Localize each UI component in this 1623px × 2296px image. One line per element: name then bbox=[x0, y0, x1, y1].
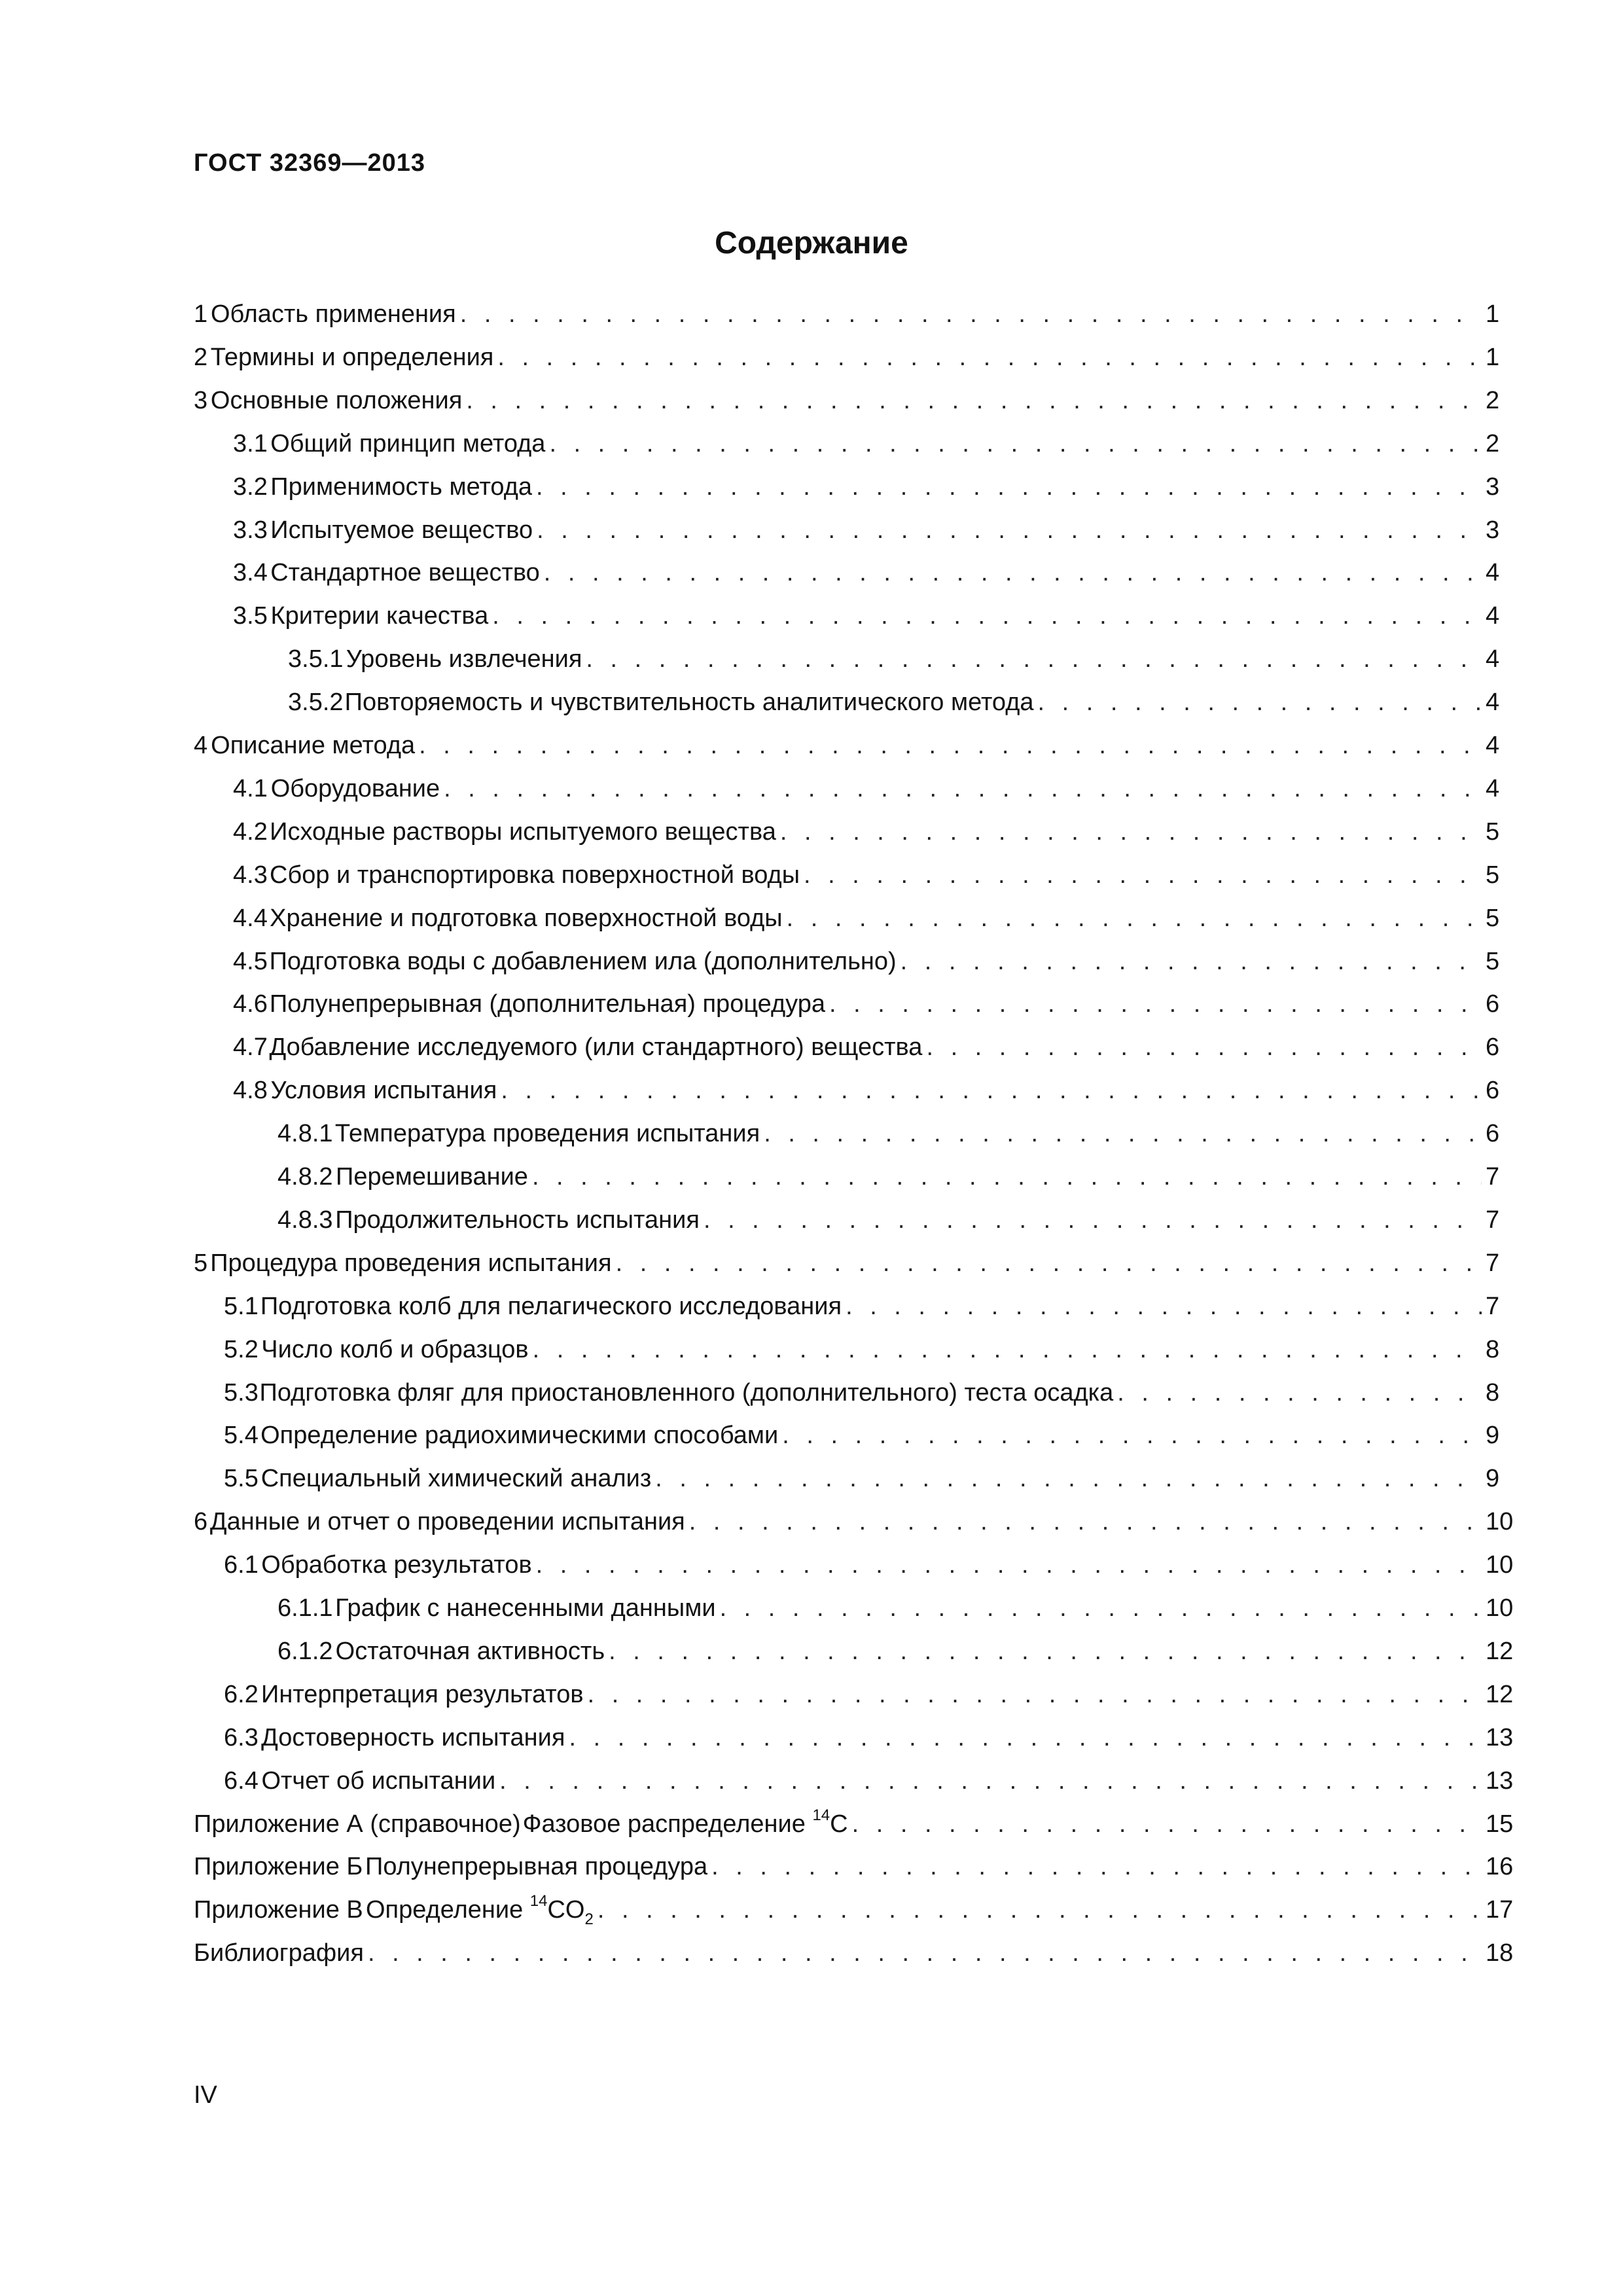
toc-leader-dots bbox=[588, 1676, 1482, 1713]
toc-entry-title bbox=[261, 1719, 565, 1756]
toc-entry-title-text: Данные и отчет о проведении испытания bbox=[209, 1508, 685, 1535]
toc-entry[interactable] bbox=[288, 684, 1500, 721]
toc-entry[interactable] bbox=[194, 1935, 1514, 1971]
toc-entry[interactable] bbox=[224, 1331, 1500, 1368]
toc-entry-title bbox=[210, 1245, 611, 1282]
toc-leader-dots bbox=[782, 1417, 1482, 1454]
toc-page-number: 12 bbox=[1486, 1681, 1514, 1708]
toc-leader-dots bbox=[597, 1892, 1482, 1928]
toc-entry[interactable] bbox=[233, 554, 1500, 591]
toc-entry-title-text: Описание метода bbox=[211, 732, 416, 759]
toc-entry[interactable] bbox=[224, 1288, 1500, 1325]
toc-entry[interactable] bbox=[233, 770, 1500, 807]
toc-entry-title-text: Процедура проведения испытания bbox=[210, 1249, 612, 1277]
chemical-symbol: CO bbox=[547, 1896, 585, 1924]
document-header: ГОСТ 32369—2013 bbox=[194, 149, 426, 177]
toc-entry-number: 4.3 bbox=[233, 861, 268, 889]
toc-entry[interactable] bbox=[233, 512, 1500, 548]
toc-entry-title-text: Повторяемость и чувствительность аналитического метода bbox=[344, 689, 1034, 716]
toc-entry-number: 5.3 bbox=[224, 1379, 259, 1407]
toc-entry-title-text: Обработка результатов bbox=[261, 1551, 532, 1579]
toc-entry[interactable] bbox=[194, 1503, 1514, 1540]
toc-entry-title bbox=[336, 1158, 528, 1195]
toc-entry-number: 2 bbox=[194, 344, 208, 371]
toc-entry-number: 3.2 bbox=[233, 473, 268, 501]
toc-leader-dots bbox=[616, 1245, 1482, 1282]
toc-entry-title-text: Сбор и транспортировка поверхностной воды bbox=[270, 861, 800, 889]
toc-entry[interactable] bbox=[233, 943, 1500, 980]
toc-entry-number: 4.8.2 bbox=[277, 1163, 333, 1191]
chemical-symbol: С bbox=[830, 1810, 848, 1838]
toc-leader-dots bbox=[804, 857, 1482, 893]
toc-entry-title-text: Основные положения bbox=[210, 387, 463, 414]
toc-entry-number: 3.3 bbox=[233, 516, 268, 544]
toc-entry-number: 4.8 bbox=[233, 1077, 268, 1104]
toc-entry-title bbox=[270, 943, 897, 980]
toc-entry-title-text: Достоверность испытания bbox=[261, 1724, 565, 1751]
toc-entry-number: 5.2 bbox=[224, 1336, 259, 1363]
toc-page-number: 4 bbox=[1486, 645, 1500, 673]
toc-entry[interactable] bbox=[224, 1763, 1514, 1799]
toc-entry[interactable] bbox=[277, 1115, 1500, 1152]
toc-entry-title-text: Фазовое распределение bbox=[522, 1810, 813, 1838]
toc-entry-number: 4.7 bbox=[233, 1033, 268, 1061]
toc-leader-dots bbox=[544, 554, 1482, 591]
toc-entry-title bbox=[270, 598, 488, 634]
toc-page-number: 4 bbox=[1486, 732, 1500, 759]
toc-entry-number: 4.5 bbox=[233, 948, 268, 975]
toc-entry-title bbox=[270, 425, 545, 462]
toc-entry[interactable] bbox=[233, 598, 1500, 634]
toc-entry-title bbox=[270, 1072, 497, 1109]
toc-page-number: 12 bbox=[1486, 1638, 1514, 1665]
toc-entry-number: 5.1 bbox=[224, 1293, 259, 1320]
toc-leader-dots bbox=[549, 425, 1482, 462]
toc-entry-number: 1 bbox=[194, 300, 208, 328]
toc-page-number: 4 bbox=[1486, 602, 1500, 630]
toc-entry-title-text: Специальный химический анализ bbox=[260, 1465, 652, 1492]
toc-entry-title bbox=[335, 1590, 715, 1626]
toc-entry[interactable] bbox=[194, 727, 1500, 764]
toc-entry-number: 5.5 bbox=[224, 1465, 259, 1492]
toc-leader-dots bbox=[532, 1158, 1482, 1195]
toc-entry[interactable] bbox=[277, 1158, 1500, 1195]
toc-leader-dots bbox=[846, 1288, 1482, 1325]
toc-entry[interactable] bbox=[233, 900, 1500, 937]
toc-entry-title bbox=[270, 900, 783, 937]
toc-entry-title-text: График с нанесенными данными bbox=[335, 1594, 716, 1622]
toc-entry-title-text: Применимость метода bbox=[270, 473, 533, 501]
toc-entry-title-text: Остаточная активность bbox=[335, 1638, 605, 1665]
toc-entry-title-text: Уровень извлечения bbox=[346, 645, 582, 673]
toc-leader-dots bbox=[537, 512, 1482, 548]
toc-page-number: 4 bbox=[1486, 689, 1500, 716]
toc-entry-title bbox=[270, 986, 825, 1022]
toc-leader-dots bbox=[689, 1503, 1482, 1540]
toc-entry-title-text: Термины и определения bbox=[210, 344, 494, 371]
toc-page-number: 5 bbox=[1486, 861, 1500, 889]
toc-entry-title bbox=[260, 1288, 842, 1325]
toc-entry[interactable] bbox=[233, 986, 1500, 1022]
toc-entry[interactable] bbox=[233, 1072, 1500, 1109]
toc-entry-title bbox=[270, 469, 532, 505]
toc-entry-number: 6 bbox=[194, 1508, 208, 1535]
toc-leader-dots bbox=[926, 1029, 1482, 1066]
toc-page-number: 1 bbox=[1486, 300, 1500, 328]
toc-entry-title-text: Подготовка фляг для приостановленного (дополнительного) теста осадка bbox=[259, 1379, 1114, 1407]
toc-entry-title bbox=[261, 1763, 495, 1799]
toc-entry-title bbox=[211, 382, 462, 419]
toc-page-number: 6 bbox=[1486, 1033, 1500, 1061]
toc-page-number: 7 bbox=[1486, 1163, 1500, 1191]
toc-entry[interactable] bbox=[233, 1029, 1500, 1066]
toc-entry[interactable] bbox=[194, 1806, 1514, 1842]
toc-page-number: 5 bbox=[1486, 818, 1500, 846]
toc-leader-dots bbox=[764, 1115, 1482, 1152]
toc-entry[interactable] bbox=[224, 1547, 1514, 1583]
toc-page-number: 5 bbox=[1486, 905, 1500, 932]
toc-entry-title bbox=[211, 339, 494, 376]
toc-entry-title bbox=[261, 1460, 652, 1497]
toc-page-number: 8 bbox=[1486, 1379, 1500, 1407]
toc-entry-title bbox=[336, 1633, 605, 1670]
toc-leader-dots bbox=[829, 986, 1482, 1022]
toc-page-number: 9 bbox=[1486, 1422, 1500, 1449]
toc-page-number: 13 bbox=[1486, 1724, 1514, 1751]
toc-leader-dots bbox=[720, 1590, 1482, 1626]
toc-entry-number: Приложение А (справочное) bbox=[194, 1810, 521, 1838]
toc-page-number: 10 bbox=[1486, 1594, 1514, 1622]
toc-entry-title-text: Стандартное вещество bbox=[270, 559, 540, 586]
toc-entry-title-text: Условия испытания bbox=[270, 1077, 497, 1104]
toc-leader-dots bbox=[704, 1202, 1482, 1238]
toc-entry-title-text: Общий принцип метода bbox=[270, 430, 546, 457]
toc-leader-dots bbox=[499, 1763, 1482, 1799]
toc-entry-title bbox=[260, 1374, 1114, 1411]
toc-entry-number: 3.5.2 bbox=[288, 689, 344, 716]
toc-entry[interactable] bbox=[224, 1374, 1500, 1411]
toc-page-number: 7 bbox=[1486, 1206, 1500, 1234]
toc-entry-title-text: Подготовка воды с добавлением ила (дополнительно) bbox=[269, 948, 897, 975]
toc-leader-dots bbox=[609, 1633, 1482, 1670]
toc-entry-number: 3 bbox=[194, 387, 208, 414]
toc-leader-dots bbox=[1038, 684, 1482, 721]
toc-leader-dots bbox=[497, 339, 1482, 376]
toc-entry[interactable] bbox=[233, 857, 1500, 893]
toc-entry-title-text: Библиография bbox=[194, 1939, 364, 1967]
toc-entry-title bbox=[335, 1115, 760, 1152]
toc-entry-title bbox=[261, 1676, 584, 1713]
toc-entry-title bbox=[210, 1503, 685, 1540]
toc-entry[interactable] bbox=[233, 425, 1500, 462]
toc-entry[interactable] bbox=[194, 382, 1500, 419]
toc-page-number: 6 bbox=[1486, 1077, 1500, 1104]
toc-entry-title bbox=[345, 684, 1034, 721]
toc-leader-dots bbox=[787, 900, 1482, 937]
toc-entry-title bbox=[270, 814, 776, 850]
toc-page-number: 2 bbox=[1486, 430, 1500, 457]
toc-entry-title bbox=[194, 1935, 364, 1971]
toc-page-number: 8 bbox=[1486, 1336, 1500, 1363]
toc-leader-dots bbox=[460, 296, 1482, 332]
toc-entry-title-text: Перемешивание bbox=[336, 1163, 528, 1191]
toc-leader-dots bbox=[655, 1460, 1482, 1497]
toc-entry-title bbox=[270, 512, 533, 548]
toc-entry[interactable] bbox=[233, 814, 1500, 850]
toc-page-number: 9 bbox=[1486, 1465, 1500, 1492]
toc-entry-title bbox=[366, 1892, 594, 1928]
toc-page-number: 17 bbox=[1486, 1896, 1514, 1924]
toc-entry-number: 4.4 bbox=[233, 905, 268, 932]
page-title: Содержание bbox=[715, 226, 908, 260]
toc-page-number: 5 bbox=[1486, 948, 1500, 975]
toc-entry-title-text: Критерии качества bbox=[270, 602, 489, 630]
toc-page-number: 1 bbox=[1486, 344, 1500, 371]
toc-entry-title bbox=[523, 1806, 848, 1842]
toc-leader-dots bbox=[586, 641, 1482, 677]
toc-entry-number: 6.1.1 bbox=[277, 1594, 333, 1622]
toc-entry-title bbox=[270, 554, 540, 591]
toc-entry-number: 4.8.3 bbox=[277, 1206, 333, 1234]
toc-entry[interactable] bbox=[233, 469, 1500, 505]
toc-page-number: 10 bbox=[1486, 1508, 1514, 1535]
toc-entry-number: 6.4 bbox=[224, 1767, 259, 1795]
toc-leader-dots bbox=[780, 814, 1482, 850]
toc-entry[interactable] bbox=[194, 1848, 1514, 1885]
toc-leader-dots bbox=[501, 1072, 1482, 1109]
toc-leader-dots bbox=[536, 1547, 1482, 1583]
toc-entry-number: 3.4 bbox=[233, 559, 268, 586]
toc-entry-title bbox=[271, 770, 440, 807]
toc-page-number: 6 bbox=[1486, 990, 1500, 1018]
toc-entry-number: 3.1 bbox=[233, 430, 268, 457]
isotope-superscript: 14 bbox=[529, 1892, 548, 1910]
toc-page-number: 4 bbox=[1486, 559, 1500, 586]
toc-entry-title-text: Оборудование bbox=[270, 775, 440, 802]
toc-entry[interactable] bbox=[194, 1892, 1514, 1928]
toc-entry-title-text: Отчет об испытании bbox=[261, 1767, 496, 1795]
toc-leader-dots bbox=[444, 770, 1482, 807]
toc-entry-number: 3.5.1 bbox=[288, 645, 344, 673]
toc-page-number: 7 bbox=[1486, 1293, 1500, 1320]
toc-entry-title-text: Определение радиохимическими способами bbox=[260, 1422, 779, 1449]
toc-page-number: 10 bbox=[1486, 1551, 1514, 1579]
page-number: IV bbox=[194, 2081, 217, 2109]
toc-page-number: 18 bbox=[1486, 1939, 1514, 1967]
toc-entry-number: 5.4 bbox=[224, 1422, 259, 1449]
toc-entry-title bbox=[269, 1029, 922, 1066]
toc-entry[interactable] bbox=[277, 1202, 1500, 1238]
toc-entry-title-text: Полунепрерывная процедура bbox=[365, 1853, 708, 1880]
toc-entry-title bbox=[346, 641, 582, 677]
toc-entry-title bbox=[261, 1331, 528, 1368]
toc-entry[interactable] bbox=[194, 1245, 1500, 1282]
toc-page-number: 2 bbox=[1486, 387, 1500, 414]
toc-leader-dots bbox=[901, 943, 1482, 980]
toc-entry-number: 4.1 bbox=[233, 775, 268, 802]
toc-entry-title bbox=[211, 296, 456, 332]
toc-entry-title bbox=[365, 1848, 707, 1885]
toc-leader-dots bbox=[492, 598, 1482, 634]
toc-leader-dots bbox=[533, 1331, 1482, 1368]
toc-entry-number: Приложение Б bbox=[194, 1853, 363, 1880]
toc-page-number: 7 bbox=[1486, 1249, 1500, 1277]
toc-entry-title-text: Исходные растворы испытуемого вещества bbox=[270, 818, 776, 846]
toc-entry[interactable] bbox=[224, 1676, 1514, 1713]
toc-entry-title-text: Продолжительность испытания bbox=[335, 1206, 700, 1234]
toc-entry-number: 4.6 bbox=[233, 990, 268, 1018]
toc-entry-number: 6.1 bbox=[224, 1551, 259, 1579]
toc-entry-number: 6.3 bbox=[224, 1724, 259, 1751]
toc-entry-title bbox=[270, 857, 800, 893]
toc-entry-title-text: Определение bbox=[365, 1896, 530, 1924]
toc-page-number: 16 bbox=[1486, 1853, 1514, 1880]
toc-leader-dots bbox=[711, 1848, 1482, 1885]
toc-leader-dots bbox=[536, 469, 1482, 505]
chemical-subscript: 2 bbox=[584, 1910, 594, 1928]
toc-entry-title-text: Число колб и образцов bbox=[261, 1336, 529, 1363]
toc-entry[interactable] bbox=[277, 1590, 1514, 1626]
toc-entry[interactable] bbox=[288, 641, 1500, 677]
toc-entry-number: 5 bbox=[194, 1249, 208, 1277]
toc-entry[interactable] bbox=[194, 296, 1500, 332]
toc-entry-title bbox=[335, 1202, 700, 1238]
toc-leader-dots bbox=[419, 727, 1482, 764]
toc-entry-title-text: Область применения bbox=[210, 300, 456, 328]
toc-entry[interactable] bbox=[224, 1719, 1514, 1756]
toc-entry-title-text: Интерпретация результатов bbox=[261, 1681, 584, 1708]
toc-entry-title-text: Хранение и подготовка поверхностной воды bbox=[270, 905, 783, 932]
toc-entry-number: 3.5 bbox=[233, 602, 268, 630]
toc-page-number: 6 bbox=[1486, 1120, 1500, 1147]
toc-page-number: 3 bbox=[1486, 473, 1500, 501]
toc-entry-number: 4 bbox=[194, 732, 208, 759]
toc-entry[interactable] bbox=[224, 1417, 1500, 1454]
toc-page-number: 15 bbox=[1486, 1810, 1514, 1838]
toc-entry-title-text: Добавление исследуемого (или стандартного) вещества bbox=[269, 1033, 923, 1061]
toc-entry-title bbox=[211, 727, 415, 764]
toc-entry-number: 6.1.2 bbox=[277, 1638, 333, 1665]
toc-leader-dots bbox=[569, 1719, 1482, 1756]
toc-entry[interactable] bbox=[277, 1633, 1514, 1670]
toc-entry[interactable] bbox=[224, 1460, 1500, 1497]
toc-entry-title bbox=[260, 1417, 778, 1454]
toc-entry-title-text: Полунепрерывная (дополнительная) процедура bbox=[269, 990, 825, 1018]
toc-entry-title-text: Испытуемое вещество bbox=[270, 516, 533, 544]
toc-entry[interactable] bbox=[194, 339, 1500, 376]
toc-entry-number: 6.2 bbox=[224, 1681, 259, 1708]
toc-entry-title-text: Температура проведения испытания bbox=[334, 1120, 760, 1147]
toc-leader-dots bbox=[1117, 1374, 1482, 1411]
toc-page-number: 13 bbox=[1486, 1767, 1514, 1795]
toc-leader-dots bbox=[466, 382, 1482, 419]
toc-entry-number: 4.8.1 bbox=[277, 1120, 333, 1147]
toc-entry-title bbox=[261, 1547, 531, 1583]
toc-entry-number: Приложение В bbox=[194, 1896, 363, 1924]
isotope-superscript: 14 bbox=[812, 1806, 830, 1824]
toc-leader-dots bbox=[368, 1935, 1482, 1971]
toc-page-number: 3 bbox=[1486, 516, 1500, 544]
toc-entry-title-text: Подготовка колб для пелагического исследования bbox=[260, 1293, 842, 1320]
toc-entry-number: 4.2 bbox=[233, 818, 268, 846]
toc-leader-dots bbox=[852, 1806, 1482, 1842]
toc-page-number: 4 bbox=[1486, 775, 1500, 802]
